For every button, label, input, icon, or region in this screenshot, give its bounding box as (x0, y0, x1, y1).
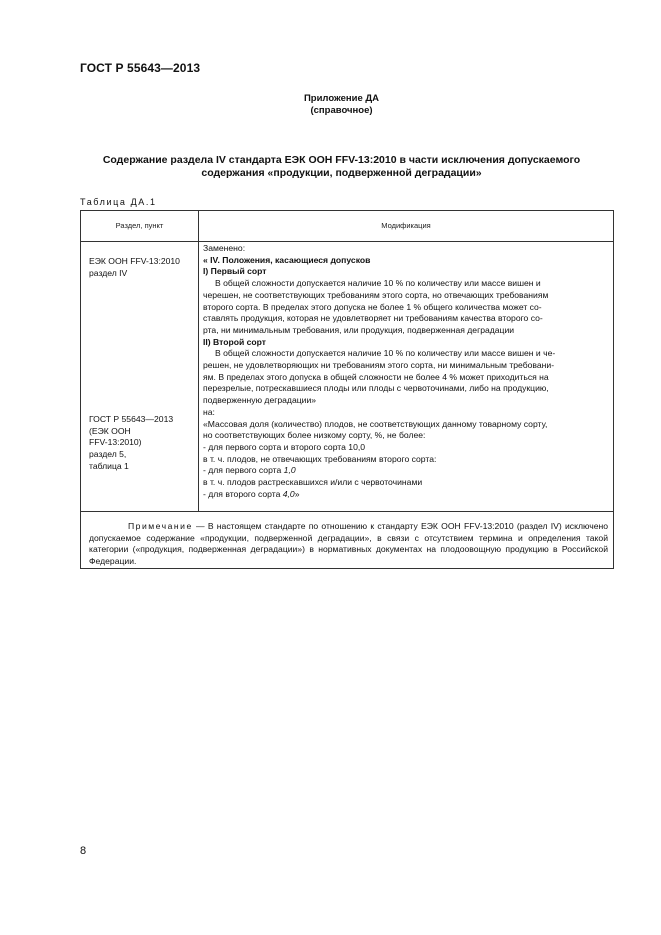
table-note (89, 521, 608, 568)
column-header-modification: Модификация (381, 221, 431, 230)
appendix-title: Приложение ДА (303, 93, 380, 104)
modification-line: I) Первый сорт (203, 266, 267, 277)
target-reference-line: ГОСТ Р 55643—2013 (89, 414, 174, 424)
tolerance-value: 1,0 (283, 465, 296, 476)
modification-line: II) Второй сорт (203, 336, 267, 347)
modification-line: « IV. Положения, касающиеся допусков (203, 254, 371, 265)
modification-line: второго сорта. В пределах этого допуска не более 1 % общего количества может со- (203, 301, 542, 312)
modification-line: В общей сложности допускается наличие 10 % по количеству или массе вишен и че- (215, 348, 556, 359)
tolerance-value: 4,0 (282, 488, 295, 499)
modification-line: Заменено: (203, 243, 246, 253)
source-reference-cell (89, 256, 197, 279)
modification-line: в т. ч. плодов растрескавшихся и/или с червоточинами (203, 477, 423, 488)
modification-line: ям. В пределах этого допуска в общей сложности не более 4 % может приходиться на (203, 371, 549, 382)
note-text: — В настоящем стандарте по отношению к стандарту ЕЭК ООН FFV-13:2010 (раздел IV) исключено допускаемое содержание «продукции, подверженной деградации», в связи с отсутствием термина и определения такой категории («продукция, подверженная деградации») в нормативных документах на плодоовощную продукцию в Российской Федерации. (89, 521, 608, 567)
source-reference-line: раздел IV (89, 267, 128, 278)
modification-line: ставлять продукция, которая не удовлетворяет ни требованиям качества второго со- (203, 313, 543, 324)
target-reference-cell (89, 414, 197, 473)
note-divider (81, 511, 613, 512)
section-title-line-1: Содержание раздела IV стандарта ЕЭК ООН FFV-13:2010 в части исключения допускаемого (102, 154, 581, 166)
column-header-section: Раздел, пункт (115, 221, 164, 230)
closing-quote: » (294, 488, 300, 499)
appendix-heading (80, 93, 603, 117)
source-reference-line: ЕЭК ООН FFV-13:2010 (89, 256, 180, 266)
target-reference-line: раздел 5, (89, 449, 127, 460)
section-title-line-2: содержания «продукции, подверженной деградации» (201, 167, 482, 179)
modification-line: на: (203, 406, 215, 417)
appendix-subtitle: (справочное) (310, 105, 373, 116)
page-number: 8 (80, 845, 87, 857)
comparison-table (80, 210, 614, 569)
modification-text: - для первого сорта (203, 465, 284, 476)
modification-line: В общей сложности допускается наличие 10 % по количеству или массе вишен и (215, 278, 541, 289)
modification-cell (203, 243, 608, 500)
modification-line: подверженную деградации» (203, 395, 317, 406)
modification-line: в т. ч. плодов, не отвечающих требованиям второго сорта: (203, 453, 437, 464)
table-caption: Таблица ДА.1 (80, 197, 157, 207)
document-code-header: ГОСТ Р 55643—2013 (80, 61, 201, 75)
column-divider (198, 211, 199, 511)
modification-line: - для первого сорта и второго сорта 10,0 (203, 441, 366, 452)
target-reference-line: таблица 1 (89, 460, 129, 471)
modification-line (203, 465, 608, 477)
modification-text: - для второго сорта (203, 488, 283, 499)
modification-line: но соответствующих более низкому сорту, %, не более: (203, 430, 426, 441)
note-label: Примечание (127, 521, 193, 531)
section-title (80, 154, 603, 180)
header-divider (81, 241, 613, 242)
modification-line: рта, ни минимальным требования, или продукция, подверженная деградации (203, 324, 515, 335)
target-reference-line: FFV-13:2010) (89, 437, 142, 448)
modification-line: перезрелые, потрескавшиеся плоды или плоды с червоточинами, либо на продукцию, (203, 383, 549, 394)
target-reference-line: (ЕЭК ООН (89, 425, 131, 436)
modification-line (203, 489, 608, 501)
modification-line: решен, не удовлетворяющих ни требованиям этого сорта, ни минимальным требовани- (203, 360, 555, 371)
modification-line: черешен, не соответствующих требованиям этого сорта, но отвечающих требованиям (203, 289, 549, 300)
modification-line: «Массовая доля (количество) плодов, не соответствующих данному товарному сорту, (203, 418, 548, 429)
